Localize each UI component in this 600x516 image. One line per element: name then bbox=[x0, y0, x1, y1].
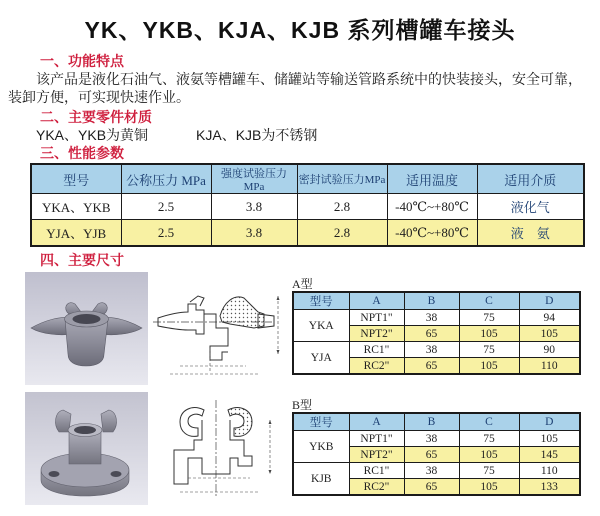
cell-b: 65 bbox=[404, 479, 459, 496]
cell-model: YKA、YKB bbox=[31, 194, 121, 220]
col-a: A bbox=[349, 413, 404, 431]
cell-model: KJB bbox=[293, 463, 349, 496]
cell-a: RC1" bbox=[349, 342, 404, 358]
dimension-header-row bbox=[293, 413, 580, 431]
cell-c: 105 bbox=[459, 479, 519, 496]
materials-line bbox=[36, 125, 317, 145]
material-stainless: KJA、KJB为不锈钢 bbox=[196, 127, 318, 143]
material-brass: YKA、YKB为黄铜 bbox=[36, 127, 149, 143]
cell-seal: 2.8 bbox=[297, 194, 387, 220]
cell-b: 65 bbox=[404, 326, 459, 342]
page-title: YK、YKB、KJA、KJB 系列槽罐车接头 bbox=[84, 17, 516, 43]
col-a: A bbox=[349, 292, 404, 310]
cell-seal: 2.8 bbox=[297, 220, 387, 247]
table-label-a-type: A型 bbox=[292, 277, 313, 291]
left-coupler-profile bbox=[158, 304, 204, 334]
col-model: 型号 bbox=[293, 292, 349, 310]
cell-a: RC1" bbox=[349, 463, 404, 479]
section-heading-materials: 二、主要零件材质 bbox=[40, 109, 152, 125]
col-strength-test: 强度试验压力MPa bbox=[211, 164, 297, 194]
col-c: C bbox=[459, 413, 519, 431]
right-hook-profile bbox=[228, 408, 252, 437]
cell-temp: -40℃~+80℃ bbox=[387, 220, 477, 247]
cell-d: 145 bbox=[519, 447, 580, 463]
cell-b: 38 bbox=[404, 431, 459, 447]
col-d: D bbox=[519, 413, 580, 431]
cell-d: 110 bbox=[519, 463, 580, 479]
cell-strength: 3.8 bbox=[211, 220, 297, 247]
table-label-b-type: B型 bbox=[292, 398, 313, 412]
col-seal-test: 密封试验压力MPa bbox=[297, 164, 387, 194]
cell-b: 38 bbox=[404, 342, 459, 358]
col-d: D bbox=[519, 292, 580, 310]
col-temperature: 适用温度 bbox=[387, 164, 477, 194]
cell-c: 105 bbox=[459, 326, 519, 342]
cell-nominal: 2.5 bbox=[121, 220, 211, 247]
col-c: C bbox=[459, 292, 519, 310]
bolt-hole bbox=[49, 471, 60, 477]
col-b: B bbox=[404, 292, 459, 310]
dimension-header-row bbox=[293, 292, 580, 310]
features-paragraph: 该产品是液化石油气、液氨等槽罐车、储罐站等输送管路系统中的快装接头，安全可靠，装卸方便，可实现快速作业。 bbox=[8, 71, 582, 105]
section-heading-performance: 三、性能参数 bbox=[40, 145, 124, 161]
performance-header-row bbox=[31, 164, 584, 194]
cell-c: 105 bbox=[459, 447, 519, 463]
cell-strength: 3.8 bbox=[211, 194, 297, 220]
cell-d: 105 bbox=[519, 431, 580, 447]
dimension-arrows bbox=[277, 296, 280, 354]
left-hook-profile bbox=[180, 408, 204, 437]
cell-a: NPT2" bbox=[349, 447, 404, 463]
cell-model: YKA bbox=[293, 310, 349, 342]
table-row bbox=[31, 220, 584, 247]
performance-table bbox=[30, 163, 585, 247]
dimension-drawing-a-type bbox=[150, 276, 291, 384]
cell-b: 38 bbox=[404, 310, 459, 326]
col-b: B bbox=[404, 413, 459, 431]
coupling-bore bbox=[73, 314, 101, 324]
cell-c: 75 bbox=[459, 463, 519, 479]
col-media: 适用介质 bbox=[477, 164, 584, 194]
section-heading-features: 一、功能特点 bbox=[40, 53, 124, 69]
coupling-bore bbox=[74, 426, 96, 434]
cell-a: RC2" bbox=[349, 479, 404, 496]
cell-d: 105 bbox=[519, 326, 580, 342]
table-row bbox=[31, 194, 584, 220]
section-heading-dimensions: 四、主要尺寸 bbox=[40, 252, 124, 268]
cell-d: 90 bbox=[519, 342, 580, 358]
cell-a: NPT2" bbox=[349, 326, 404, 342]
product-photo-b-type bbox=[25, 392, 148, 505]
dimension-table-b bbox=[292, 412, 581, 496]
cell-nominal: 2.5 bbox=[121, 194, 211, 220]
cell-model: YKB bbox=[293, 431, 349, 463]
col-nominal-pressure: 公称压力 MPa bbox=[121, 164, 211, 194]
cell-c: 75 bbox=[459, 431, 519, 447]
cell-d: 94 bbox=[519, 310, 580, 326]
dimension-table-a bbox=[292, 291, 581, 375]
product-photo-a-type bbox=[25, 272, 148, 385]
dimension-drawing-b-type bbox=[154, 396, 290, 504]
table-row bbox=[293, 431, 580, 447]
cell-c: 75 bbox=[459, 310, 519, 326]
cell-media: 液 氨 bbox=[477, 220, 584, 247]
cell-b: 65 bbox=[404, 358, 459, 375]
cell-media: 液化气 bbox=[477, 194, 584, 220]
bolt-hole bbox=[111, 471, 122, 477]
table-row bbox=[293, 342, 580, 358]
table-row bbox=[293, 310, 580, 326]
cell-d: 110 bbox=[519, 358, 580, 375]
cell-d: 133 bbox=[519, 479, 580, 496]
cell-temp: -40℃~+80℃ bbox=[387, 194, 477, 220]
cell-b: 38 bbox=[404, 463, 459, 479]
cell-model: YJA bbox=[293, 342, 349, 375]
cell-model: YJA、YJB bbox=[31, 220, 121, 247]
table-row bbox=[293, 463, 580, 479]
hatched-section bbox=[220, 297, 264, 328]
col-model: 型号 bbox=[31, 164, 121, 194]
cell-a: NPT1" bbox=[349, 431, 404, 447]
right-claw bbox=[101, 410, 116, 432]
col-model: 型号 bbox=[293, 413, 349, 431]
cell-b: 65 bbox=[404, 447, 459, 463]
cell-c: 105 bbox=[459, 358, 519, 375]
cell-a: NPT1" bbox=[349, 310, 404, 326]
cell-c: 75 bbox=[459, 342, 519, 358]
cell-a: RC2" bbox=[349, 358, 404, 375]
